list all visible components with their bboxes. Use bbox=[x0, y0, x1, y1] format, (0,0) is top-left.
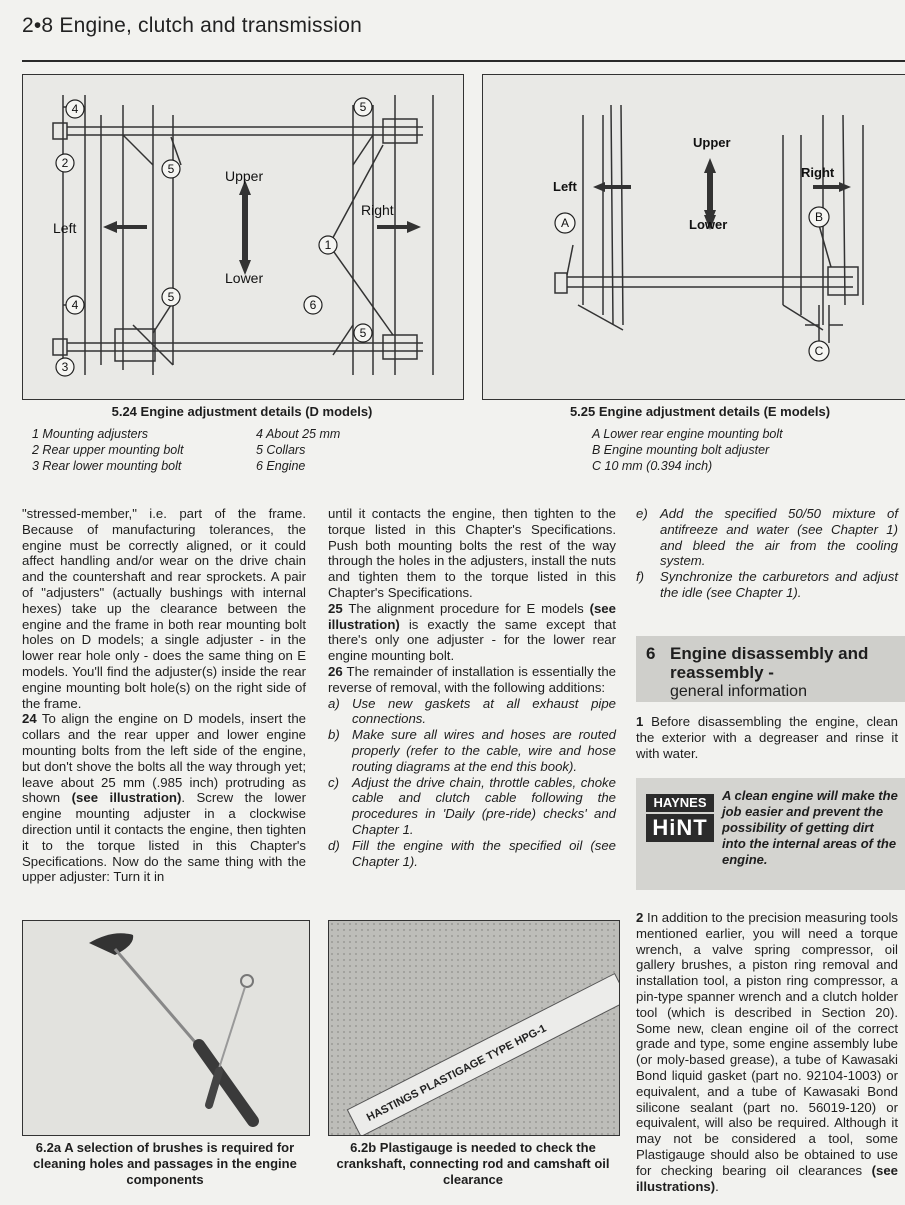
legend-item: A Lower rear engine mounting bolt bbox=[592, 427, 783, 441]
page-number: 2•8 bbox=[22, 14, 54, 37]
haynes-badge-bottom: HiNT bbox=[646, 814, 714, 842]
paragraph-26: 26 The remainder of installation is essentially the reverse of removal, with the following additions: bbox=[328, 663, 616, 695]
brushes-image bbox=[23, 921, 309, 1135]
fig-5-25-caption: 5.25 Engine adjustment details (E models) bbox=[569, 404, 831, 419]
column-3-para-2: 2 In addition to the precision measuring tools mentioned earlier, you will need a torque wrench, a valve spring compressor, oil gallery brushes, a piston ring removal and installation tool, a piston ring compressor, a pin-type spanner wrench and a clutch holder tool (which is described in Section 20). Some new, clean engine oil of the correct grade and type, some engine assembly lube (or moly-based grease), a tube of Kawasaki Bond liquid gasket (part no. 92104-1003) or equivalent, and a tube of Kawasaki Bond silicone sealant (part no. 56019-120) or equivalent, will also be required. Although it may not be considered a tool, some Plastigauge should also be obtained to use for checking bearing oil clearances (see illustrations). bbox=[636, 910, 898, 1194]
legend-item: 2 Rear upper mounting bolt bbox=[32, 443, 184, 457]
legend-item: C 10 mm (0.394 inch) bbox=[592, 459, 713, 473]
fig-5-25-legend bbox=[592, 426, 783, 474]
fig525-callout-b: B bbox=[814, 210, 824, 224]
paragraph-number: 1 bbox=[636, 714, 644, 729]
photo-6-2b-caption: 6.2b Plastigauge is needed to check the crankshaft, connecting rod and camshaft oil clearance bbox=[336, 1140, 610, 1187]
paragraph-number: 2 bbox=[636, 910, 644, 925]
fig524-upper-label: Upper bbox=[225, 168, 264, 184]
fig524-lower-label: Lower bbox=[225, 270, 264, 286]
column-2 bbox=[328, 506, 616, 869]
fig524-callout-5-a: 5 bbox=[167, 162, 175, 176]
fig524-callout-5-b: 5 bbox=[359, 100, 367, 114]
legend-item: 1 Mounting adjusters bbox=[32, 427, 149, 441]
fig525-left-label: Left bbox=[553, 179, 577, 194]
fig-5-24-legend-left bbox=[32, 426, 183, 474]
column-3-para-1: 1 Before disassembling the engine, clean the exterior with a degreaser and rinse it with water. bbox=[636, 714, 898, 761]
list-item: e) Add the specified 50/50 mixture of antifreeze and water (see Chapter 1) and bleed the air from the cooling system. bbox=[636, 506, 898, 569]
fig524-callout-4-top: 4 bbox=[71, 102, 79, 116]
legend-item: 5 Collars bbox=[256, 443, 306, 457]
fig-5-24-legend-right bbox=[256, 426, 340, 474]
figure-5-25 bbox=[482, 74, 905, 400]
photo-6-2b bbox=[328, 920, 620, 1136]
list-item: a) Use new gaskets at all exhaust pipe connections. bbox=[328, 695, 616, 727]
paragraph-number: 26 bbox=[328, 663, 343, 679]
section-subtitle: general information bbox=[670, 683, 807, 700]
haynes-hint-box bbox=[636, 778, 905, 890]
plastigauge-image bbox=[329, 921, 619, 1135]
figure-5-24 bbox=[22, 74, 464, 400]
paragraph-number: 24 bbox=[22, 711, 37, 727]
list-item: f) Synchronize the carburetors and adjust the idle (see Chapter 1). bbox=[636, 569, 898, 600]
legend-item: B Engine mounting bolt adjuster bbox=[592, 443, 770, 457]
fig-5-24-caption: 5.24 Engine adjustment details (D models) bbox=[111, 404, 373, 419]
section-title: Engine disassembly and reassembly - bbox=[670, 644, 869, 682]
paragraph: until it contacts the engine, then tighten to the torque listed in this Chapter's Specifications. Push both mounting bolts the rest of the way through the holes in the adjusters, install the nuts and tighten them to the torque listed in this Chapter's Specifications. bbox=[328, 506, 616, 600]
photo-6-2a-caption: 6.2a A selection of brushes is required for cleaning holes and passages in the engine components bbox=[33, 1140, 297, 1187]
fig524-callout-5-d: 5 bbox=[359, 326, 367, 340]
cross-reference: (see illustration) bbox=[71, 790, 182, 806]
haynes-badge-top: HAYNES bbox=[646, 794, 714, 812]
section-heading bbox=[636, 636, 905, 702]
paragraph-24: 24 To align the engine on D models, insert the collars and the rear upper and lower engine mounting bolts from the left side of the engine, but don't shove the bolts all the way through yet; leave about 25 mm (.985 inch) protruding as shown (see illustration). Screw the lower engine mounting adjuster in a clockwise direction until it contacts the engine, then tighten it to the torque listed in this Chapter's Specifications. Now do the same thing with the upper adjuster: Turn it in bbox=[22, 711, 306, 885]
legend-item: 6 Engine bbox=[256, 459, 306, 473]
list-item: d) Fill the engine with the specified oil (see Chapter 1). bbox=[328, 837, 616, 869]
figure-5-25-drawing bbox=[483, 75, 905, 399]
fig525-callout-a: A bbox=[560, 216, 570, 230]
chapter-title: Engine, clutch and transmission bbox=[59, 14, 363, 37]
paragraph: "stressed-member," i.e. part of the frame. Because of manufacturing tolerances, the engine must be correctly aligned, or it could affect handling and/or wear on the drive chain and the countershaft and rear sprockets. A pair of "adjusters" (actually bushings with internal hexes) take up the clearance between the engine and the frame in both rear mounting bolt holes on D models; a single adjuster - in the lower rear hole only - does the same thing on E models. You'll find the adjuster(s) inside the rear engine mounting bolt hole(s) on the right side of the frame. bbox=[22, 506, 306, 711]
section-number: 6 bbox=[646, 644, 656, 663]
column-1 bbox=[22, 506, 306, 885]
fig525-right-label: Right bbox=[801, 165, 835, 180]
legend-item: 3 Rear lower mounting bolt bbox=[32, 459, 182, 473]
page-header bbox=[22, 14, 362, 38]
fig524-callout-5-c: 5 bbox=[167, 290, 175, 304]
photo-6-2a bbox=[22, 920, 310, 1136]
fig524-left-label: Left bbox=[53, 220, 77, 236]
fig524-callout-2: 2 bbox=[61, 156, 69, 170]
paragraph-number: 25 bbox=[328, 600, 343, 616]
header-rule bbox=[22, 60, 905, 62]
column-3-list bbox=[636, 506, 898, 601]
fig525-lower-label: Lower bbox=[689, 217, 728, 232]
fig525-upper-label: Upper bbox=[693, 135, 731, 150]
cross-reference: (see illustrations) bbox=[636, 1162, 898, 1194]
fig525-callout-c: C bbox=[814, 344, 824, 358]
list-item: c) Adjust the drive chain, throttle cables, choke cable and clutch cable following the procedures in 'Daily (pre-ride) checks' and Chapter 1. bbox=[328, 774, 616, 837]
fig524-callout-1: 1 bbox=[324, 238, 332, 252]
paragraph-25: 25 The alignment procedure for E models (see illustration) is exactly the same except that there's only one adjuster - for the lower rear engine mounting bolt. bbox=[328, 600, 616, 664]
fig524-callout-3: 3 bbox=[61, 360, 69, 374]
plastigauge-strip-text: HASTINGS PLASTIGAGE TYPE HPG-1 bbox=[364, 1022, 549, 1124]
figure-5-24-drawing bbox=[23, 75, 463, 399]
hint-text: A clean engine will make the job easier and prevent the possibility of getting dirt into the internal areas of the engine. bbox=[722, 788, 898, 867]
list-item: b) Make sure all wires and hoses are routed properly (refer to the cable, wire and hose routing diagrams at the end this book). bbox=[328, 727, 616, 774]
fig524-callout-6: 6 bbox=[309, 298, 317, 312]
fig524-callout-4-bottom: 4 bbox=[71, 298, 79, 312]
legend-item: 4 About 25 mm bbox=[256, 427, 341, 441]
fig524-right-label: Right bbox=[361, 202, 394, 218]
cross-reference: (see illustration) bbox=[328, 600, 616, 632]
